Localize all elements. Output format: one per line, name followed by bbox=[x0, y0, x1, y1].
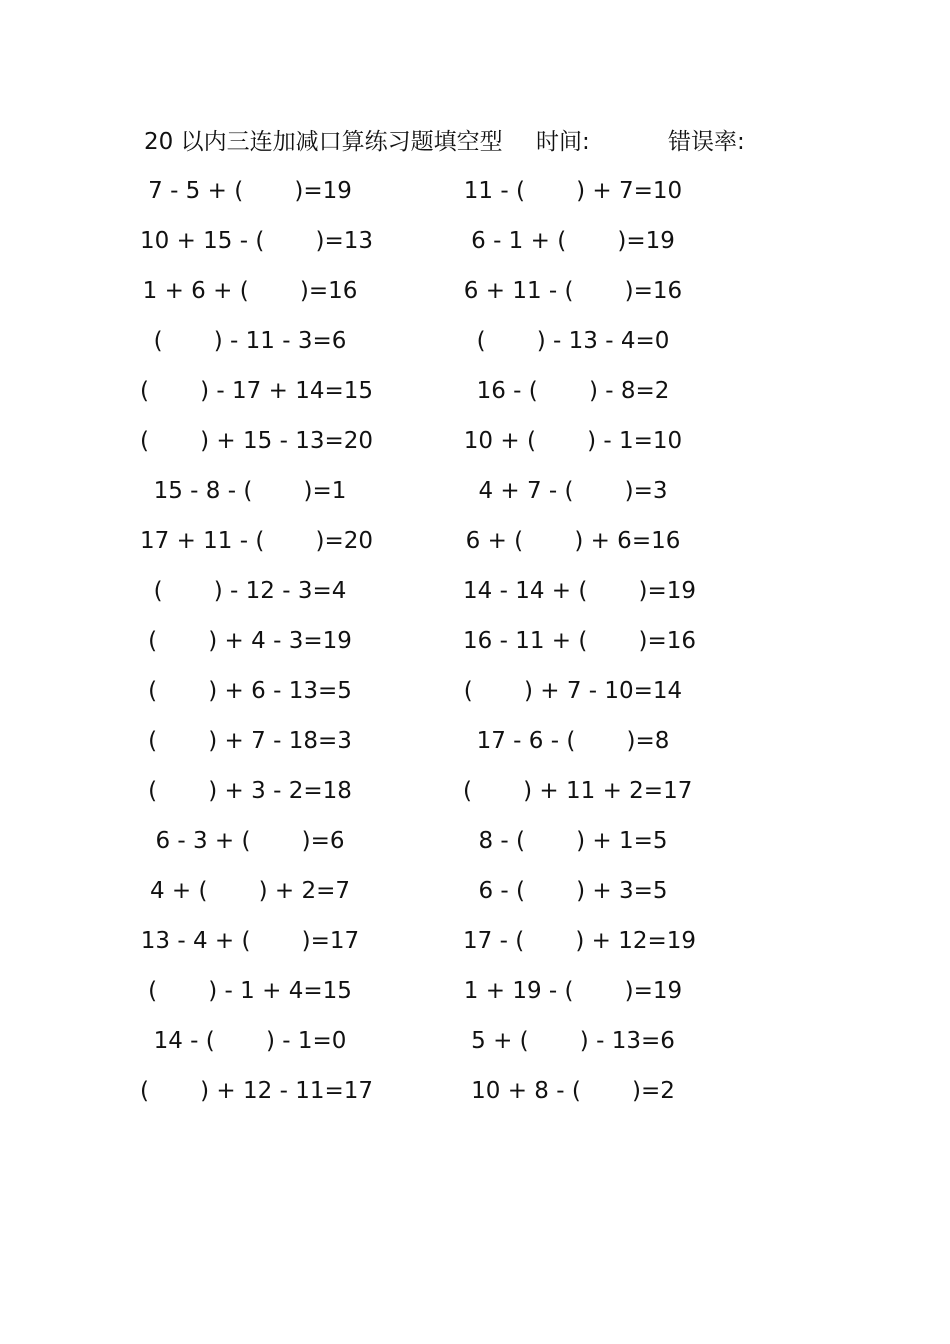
problem-left: ( ) + 15 - 13=20 bbox=[140, 428, 374, 454]
problem-row bbox=[0, 371, 950, 411]
problem-right: 17 - ( ) + 12=19 bbox=[463, 928, 697, 954]
problem-left: ( ) + 7 - 18=3 bbox=[148, 728, 352, 754]
problem-right: 16 - ( ) - 8=2 bbox=[476, 378, 670, 404]
problem-left: 10 + 15 - ( )=13 bbox=[140, 228, 374, 254]
problem-row bbox=[0, 821, 950, 861]
problem-right: 6 + ( ) + 6=16 bbox=[465, 528, 681, 554]
problem-right: 14 - 14 + ( )=19 bbox=[463, 578, 697, 604]
problem-row bbox=[0, 271, 950, 311]
problem-left: ( ) + 4 - 3=19 bbox=[148, 628, 352, 654]
problem-left: ( ) + 6 - 13=5 bbox=[148, 678, 352, 704]
problem-right: ( ) + 7 - 10=14 bbox=[463, 678, 683, 704]
problem-row bbox=[0, 1021, 950, 1061]
problem-row bbox=[0, 421, 950, 461]
problem-right: 1 + 19 - ( )=19 bbox=[463, 978, 683, 1004]
worksheet-header bbox=[0, 124, 950, 160]
problem-left: 7 - 5 + ( )=19 bbox=[148, 178, 352, 204]
problem-right: 10 + 8 - ( )=2 bbox=[471, 1078, 675, 1104]
problem-row bbox=[0, 471, 950, 511]
problem-row bbox=[0, 771, 950, 811]
problem-left: ( ) + 12 - 11=17 bbox=[140, 1078, 374, 1104]
problem-grid bbox=[0, 171, 950, 1121]
worksheet-title: 20 以内三连加减口算练习题填空型 bbox=[144, 129, 503, 155]
problem-row bbox=[0, 971, 950, 1011]
problem-right: 6 - 1 + ( )=19 bbox=[471, 228, 675, 254]
problem-left: 13 - 4 + ( )=17 bbox=[140, 928, 360, 954]
problem-right: 10 + ( ) - 1=10 bbox=[463, 428, 683, 454]
problem-right: 6 - ( ) + 3=5 bbox=[478, 878, 668, 904]
problem-row bbox=[0, 171, 950, 211]
problem-left: 1 + 6 + ( )=16 bbox=[142, 278, 358, 304]
problem-row bbox=[0, 1071, 950, 1111]
problem-left: ( ) - 12 - 3=4 bbox=[153, 578, 347, 604]
problem-left: ( ) - 1 + 4=15 bbox=[148, 978, 352, 1004]
problem-row bbox=[0, 621, 950, 661]
problem-row bbox=[0, 921, 950, 961]
problem-row bbox=[0, 571, 950, 611]
problem-left: ( ) - 17 + 14=15 bbox=[140, 378, 374, 404]
problem-right: 11 - ( ) + 7=10 bbox=[463, 178, 683, 204]
problem-right: 16 - 11 + ( )=16 bbox=[463, 628, 697, 654]
problem-row bbox=[0, 321, 950, 361]
problem-left: 17 + 11 - ( )=20 bbox=[140, 528, 374, 554]
problem-right: 5 + ( ) - 13=6 bbox=[471, 1028, 675, 1054]
problem-left: 14 - ( ) - 1=0 bbox=[153, 1028, 347, 1054]
problem-row bbox=[0, 721, 950, 761]
problem-right: 17 - 6 - ( )=8 bbox=[476, 728, 670, 754]
problem-right: 8 - ( ) + 1=5 bbox=[478, 828, 668, 854]
problem-left: 6 - 3 + ( )=6 bbox=[155, 828, 345, 854]
problem-left: 4 + ( ) + 2=7 bbox=[149, 878, 351, 904]
problem-right: 6 + 11 - ( )=16 bbox=[463, 278, 683, 304]
problem-left: ( ) - 11 - 3=6 bbox=[153, 328, 347, 354]
problem-row bbox=[0, 221, 950, 261]
time-label: 时间: bbox=[536, 129, 590, 155]
problem-right: 4 + 7 - ( )=3 bbox=[478, 478, 668, 504]
problem-left: ( ) + 3 - 2=18 bbox=[148, 778, 352, 804]
problem-row bbox=[0, 521, 950, 561]
problem-row bbox=[0, 871, 950, 911]
problem-row bbox=[0, 671, 950, 711]
error-rate-label: 错误率: bbox=[668, 129, 745, 155]
problem-right: ( ) + 11 + 2=17 bbox=[463, 778, 693, 804]
problem-right: ( ) - 13 - 4=0 bbox=[476, 328, 670, 354]
problem-left: 15 - 8 - ( )=1 bbox=[153, 478, 347, 504]
